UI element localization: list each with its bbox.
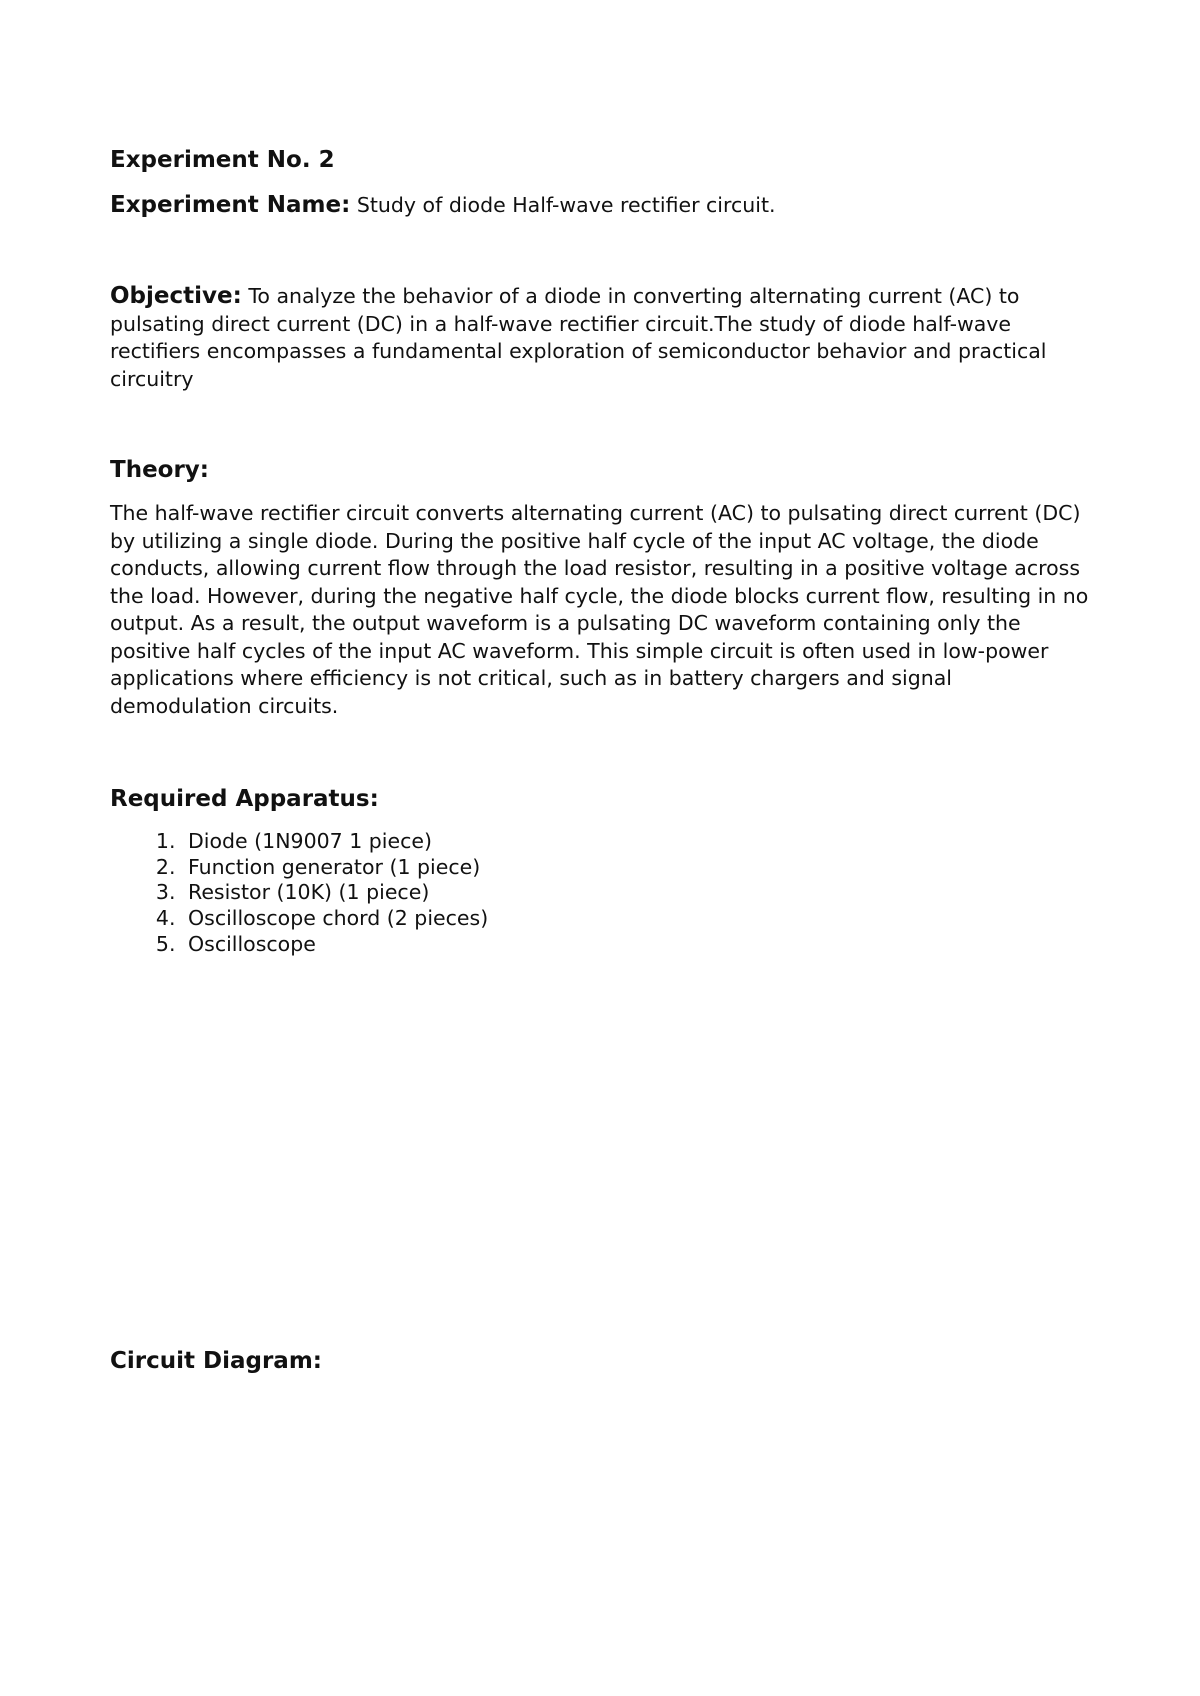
apparatus-heading: Required Apparatus: <box>110 786 379 812</box>
theory-paragraph: The half-wave rectifier circuit converts alternating current (AC) to pulsating direct current (DC) by utilizing a single diode. During the positive half cycle of the input AC voltage, the diode conducts, allowing current flow through the load resistor, resulting in a positive voltage across the load. However, during the negative half cycle, the diode blocks current flow, resulting in no output. As a result, the output waveform is a pulsating DC waveform containing only the positive half cycles of the input AC waveform. This simple circuit is often used in low-power applications where efficiency is not critical, such as in battery chargers and signal demodulation circuits. <box>110 501 1089 718</box>
circuit-diagram-heading: Circuit Diagram: <box>110 1348 322 1374</box>
objective-label: Objective: <box>110 283 242 309</box>
objective-paragraph <box>110 283 1100 393</box>
list-item: 3. Resistor (10K) (1 piece) <box>182 880 1100 906</box>
experiment-name-label: Experiment Name: <box>110 192 351 218</box>
list-item: 4. Oscilloscope chord (2 pieces) <box>182 906 1100 932</box>
apparatus-list-container <box>110 829 1100 958</box>
list-item: 5. Oscilloscope <box>182 932 1100 958</box>
experiment-name-value: Study of diode Half-wave rectifier circuit. <box>356 193 776 217</box>
objective-text: To analyze the behavior of a diode in converting alternating current (AC) to pulsating direct current (DC) in a half-wave rectifier circuit.The study of diode half-wave rectifiers encompasses a fundamental exploration of semiconductor behavior and practical circuitry <box>110 284 1047 391</box>
experiment-name-line <box>110 192 1100 220</box>
list-item: 2. Function generator (1 piece) <box>182 855 1100 881</box>
theory-heading: Theory: <box>110 457 209 483</box>
list-item: 1. Diode (1N9007 1 piece) <box>182 829 1100 855</box>
apparatus-list <box>110 829 1100 958</box>
experiment-number-heading: Experiment No. 2 <box>110 147 335 173</box>
